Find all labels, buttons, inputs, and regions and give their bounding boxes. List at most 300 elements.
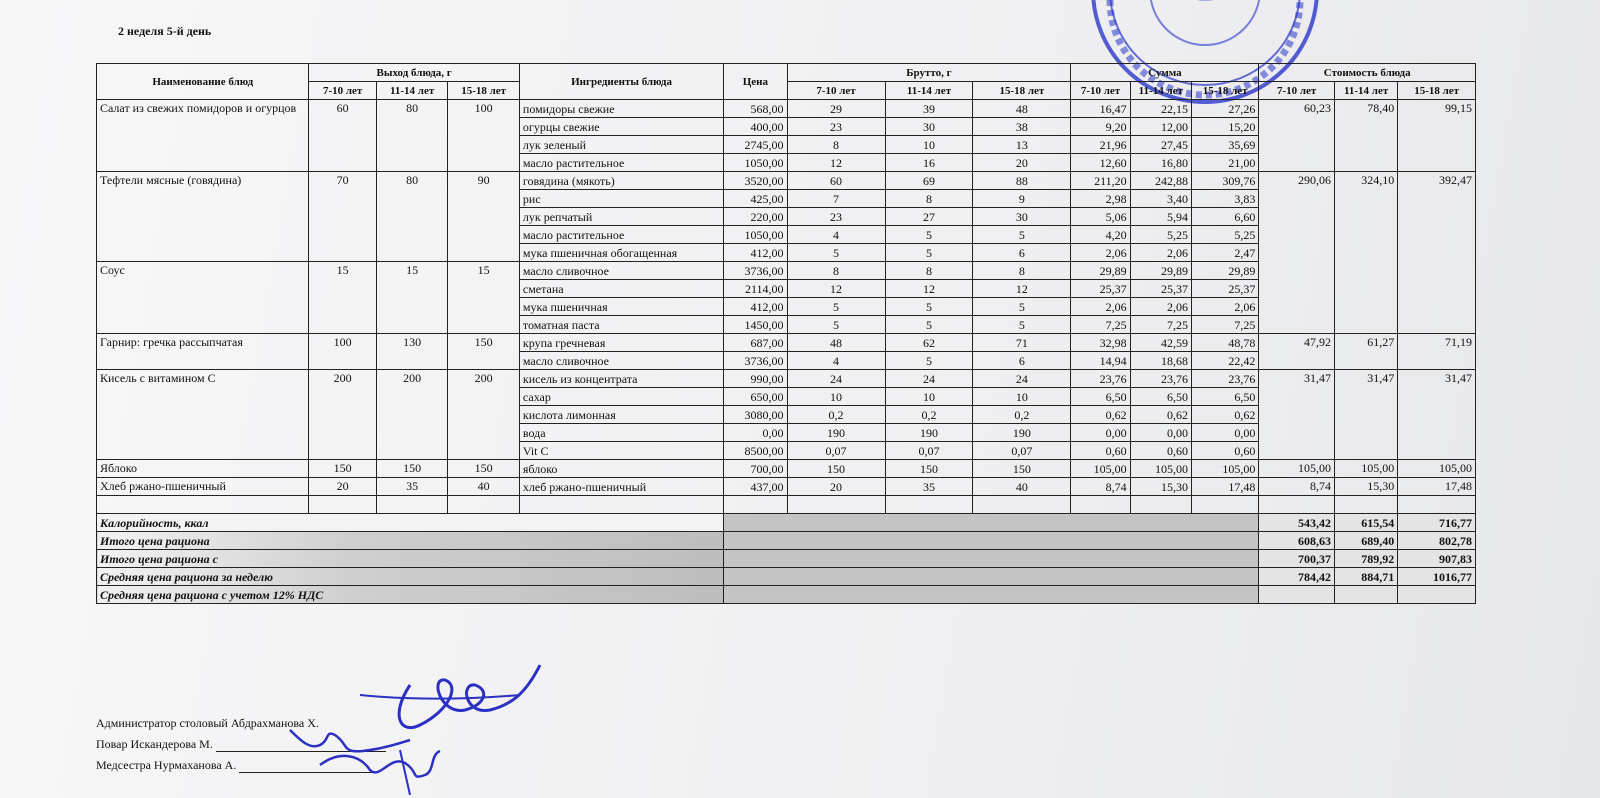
ingredient-name: рис [519, 190, 723, 208]
dish-yield: 200 [448, 370, 520, 460]
ingredient-brutto: 5 [973, 316, 1071, 334]
dish-name: Гарнир: гречка рассыпчатая [97, 334, 309, 370]
ingredient-sum: 2,98 [1071, 190, 1130, 208]
ingredient-sum: 15,20 [1191, 118, 1258, 136]
ingredient-brutto: 10 [885, 136, 973, 154]
ingredient-brutto: 190 [973, 424, 1071, 442]
summary-row [97, 586, 1476, 604]
menu-table [96, 63, 1476, 604]
ingredient-brutto: 6 [973, 352, 1071, 370]
ingredient-name: масло сливочное [519, 352, 723, 370]
ingredient-name: яблоко [519, 460, 723, 478]
empty-cell [448, 496, 520, 514]
dish-cost: 17,48 [1398, 478, 1476, 496]
header-age-group: 7-10 лет [309, 82, 376, 100]
header-age-group: 15-18 лет [1398, 82, 1476, 100]
dish-name: Кисель с витамином С [97, 370, 309, 460]
ingredient-brutto: 69 [885, 172, 973, 190]
ingredient-brutto: 30 [885, 118, 973, 136]
empty-cell [519, 496, 723, 514]
empty-cell [1191, 496, 1258, 514]
ingredient-sum: 105,00 [1191, 460, 1258, 478]
ingredient-brutto: 24 [787, 370, 885, 388]
summary-value: 543,42 [1259, 514, 1335, 532]
header-age-group: 15-18 лет [973, 82, 1071, 100]
ingredient-sum: 12,00 [1130, 118, 1191, 136]
ingredient-sum: 2,06 [1130, 244, 1191, 262]
dish-yield: 100 [309, 334, 376, 370]
signature-line-cook: Повар Искандерова М. [96, 737, 386, 752]
dish-name: Тефтели мясные (говядина) [97, 172, 309, 262]
ingredient-brutto: 5 [885, 316, 973, 334]
ingredient-sum: 7,25 [1071, 316, 1130, 334]
ingredient-brutto: 5 [787, 316, 885, 334]
table-row-empty [97, 496, 1476, 514]
ingredient-sum: 6,50 [1130, 388, 1191, 406]
dish-yield: 15 [376, 262, 448, 334]
summary-value: 789,92 [1334, 550, 1397, 568]
ingredient-brutto: 12 [787, 280, 885, 298]
empty-cell [1334, 496, 1397, 514]
dish-yield: 40 [448, 478, 520, 496]
ingredient-brutto: 5 [885, 352, 973, 370]
ingredient-sum: 35,69 [1191, 136, 1258, 154]
ingredient-sum: 0,62 [1071, 406, 1130, 424]
summary-row [97, 568, 1476, 586]
dish-yield: 80 [376, 100, 448, 172]
empty-cell [97, 496, 309, 514]
summary-value [1398, 586, 1476, 604]
ingredient-name: масло растительное [519, 154, 723, 172]
ingredient-brutto: 71 [973, 334, 1071, 352]
ingredient-price: 220,00 [724, 208, 787, 226]
ingredient-brutto: 48 [787, 334, 885, 352]
ingredient-sum: 21,96 [1071, 136, 1130, 154]
ingredient-sum: 27,26 [1191, 100, 1258, 118]
table-row [97, 334, 1476, 352]
ingredient-sum: 16,80 [1130, 154, 1191, 172]
dish-name: Салат из свежих помидоров и огурцов [97, 100, 309, 172]
dish-cost: 15,30 [1334, 478, 1397, 496]
summary-value: 884,71 [1334, 568, 1397, 586]
ingredient-sum: 23,76 [1130, 370, 1191, 388]
ingredient-name: крупа гречневая [519, 334, 723, 352]
ingredient-brutto: 88 [973, 172, 1071, 190]
ingredient-sum: 3,40 [1130, 190, 1191, 208]
dish-yield: 150 [448, 334, 520, 370]
ingredient-name: мука пшеничная обогащенная [519, 244, 723, 262]
ingredient-brutto: 27 [885, 208, 973, 226]
ingredient-brutto: 4 [787, 352, 885, 370]
ingredient-sum: 22,42 [1191, 352, 1258, 370]
ingredient-sum: 7,25 [1191, 316, 1258, 334]
ingredient-sum: 21,00 [1191, 154, 1258, 172]
ingredient-brutto: 23 [787, 208, 885, 226]
ingredient-name: сметана [519, 280, 723, 298]
ingredient-brutto: 0,07 [787, 442, 885, 460]
ingredient-sum: 15,30 [1130, 478, 1191, 496]
empty-cell [1398, 496, 1476, 514]
dish-yield: 150 [376, 460, 448, 478]
ingredient-name: хлеб ржано-пшеничный [519, 478, 723, 496]
header-age-group: 7-10 лет [787, 82, 885, 100]
signature-line-admin: Администратор столовый Абдрахманова Х. [96, 716, 319, 730]
ingredient-price: 3080,00 [724, 406, 787, 424]
table-row [97, 370, 1476, 388]
ingredient-price: 3736,00 [724, 262, 787, 280]
ingredient-brutto: 24 [973, 370, 1071, 388]
ingredient-name: кисель из концентрата [519, 370, 723, 388]
ingredient-price: 8500,00 [724, 442, 787, 460]
ingredient-sum: 4,20 [1071, 226, 1130, 244]
ingredient-brutto: 5 [973, 226, 1071, 244]
dish-yield: 100 [448, 100, 520, 172]
ingredient-sum: 8,74 [1071, 478, 1130, 496]
ingredient-sum: 0,60 [1071, 442, 1130, 460]
dish-yield: 15 [448, 262, 520, 334]
handwritten-signatures [260, 655, 560, 795]
dish-yield: 200 [309, 370, 376, 460]
ingredient-sum: 7,25 [1130, 316, 1191, 334]
ingredient-price: 2114,00 [724, 280, 787, 298]
ingredient-name: помидоры свежие [519, 100, 723, 118]
summary-label: Средняя цена рациона за неделю [97, 568, 724, 586]
dish-cost: 324,10 [1334, 172, 1397, 334]
summary-blank [724, 550, 1259, 568]
ingredient-brutto: 0,07 [885, 442, 973, 460]
ingredient-sum: 2,06 [1071, 298, 1130, 316]
ingredient-sum: 14,94 [1071, 352, 1130, 370]
ingredient-sum: 17,48 [1191, 478, 1258, 496]
ingredient-brutto: 12 [973, 280, 1071, 298]
summary-value: 907,83 [1398, 550, 1476, 568]
ingredient-sum: 6,50 [1071, 388, 1130, 406]
dish-cost: 31,47 [1398, 370, 1476, 460]
ingredient-brutto: 8 [787, 136, 885, 154]
ingredient-sum: 42,59 [1130, 334, 1191, 352]
ingredient-sum: 23,76 [1191, 370, 1258, 388]
dish-cost: 105,00 [1259, 460, 1335, 478]
summary-value: 700,37 [1259, 550, 1335, 568]
ingredient-brutto: 39 [885, 100, 973, 118]
ingredient-brutto: 40 [973, 478, 1071, 496]
ingredient-sum: 23,76 [1071, 370, 1130, 388]
dish-yield: 150 [448, 460, 520, 478]
dish-yield: 35 [376, 478, 448, 496]
summary-row [97, 514, 1476, 532]
ingredient-brutto: 5 [885, 244, 973, 262]
ingredient-brutto: 24 [885, 370, 973, 388]
header-cost: Стоимость блюда [1259, 64, 1476, 82]
ingredient-brutto: 10 [973, 388, 1071, 406]
ingredient-sum: 29,89 [1130, 262, 1191, 280]
empty-cell [1130, 496, 1191, 514]
ingredient-sum: 5,25 [1191, 226, 1258, 244]
dish-yield: 70 [309, 172, 376, 262]
summary-value: 716,77 [1398, 514, 1476, 532]
ingredient-sum: 29,89 [1191, 262, 1258, 280]
empty-cell [973, 496, 1071, 514]
table-row [97, 478, 1476, 496]
ingredient-brutto: 29 [787, 100, 885, 118]
ingredient-sum: 0,62 [1191, 406, 1258, 424]
header-age-group: 11-14 лет [885, 82, 973, 100]
empty-cell [1259, 496, 1335, 514]
dish-cost: 31,47 [1259, 370, 1335, 460]
ingredient-brutto: 16 [885, 154, 973, 172]
ingredient-name: говядина (мякоть) [519, 172, 723, 190]
ingredient-brutto: 23 [787, 118, 885, 136]
ingredient-sum: 25,37 [1191, 280, 1258, 298]
ingredient-sum: 48,78 [1191, 334, 1258, 352]
summary-value [1334, 586, 1397, 604]
header-age-group: 7-10 лет [1071, 82, 1130, 100]
empty-cell [787, 496, 885, 514]
ingredient-brutto: 0,2 [885, 406, 973, 424]
ingredient-sum: 0,62 [1130, 406, 1191, 424]
ingredient-sum: 18,68 [1130, 352, 1191, 370]
ingredient-sum: 5,94 [1130, 208, 1191, 226]
ingredient-price: 425,00 [724, 190, 787, 208]
ingredient-brutto: 10 [787, 388, 885, 406]
header-age-group: 11-14 лет [1130, 82, 1191, 100]
ingredient-name: кислота лимонная [519, 406, 723, 424]
header-dish-name: Наименование блюд [97, 64, 309, 100]
ingredient-name: Vit C [519, 442, 723, 460]
dish-cost: 105,00 [1334, 460, 1397, 478]
empty-cell [885, 496, 973, 514]
dish-cost: 99,15 [1398, 100, 1476, 172]
header-price: Цена [724, 64, 787, 100]
ingredient-sum: 12,60 [1071, 154, 1130, 172]
ingredient-brutto: 5 [885, 298, 973, 316]
ingredient-sum: 105,00 [1130, 460, 1191, 478]
summary-blank [724, 514, 1259, 532]
ingredient-name: мука пшеничная [519, 298, 723, 316]
ingredient-name: масло сливочное [519, 262, 723, 280]
dish-yield: 200 [376, 370, 448, 460]
ingredient-brutto: 38 [973, 118, 1071, 136]
ingredient-brutto: 30 [973, 208, 1071, 226]
summary-value [1259, 586, 1335, 604]
dish-cost: 8,74 [1259, 478, 1335, 496]
ingredient-brutto: 5 [973, 298, 1071, 316]
header-age-group: 11-14 лет [1334, 82, 1397, 100]
page-title: 2 неделя 5-й день [118, 24, 212, 38]
summary-value: 784,42 [1259, 568, 1335, 586]
header-brutto: Брутто, г [787, 64, 1071, 82]
ingredient-brutto: 0,07 [973, 442, 1071, 460]
summary-label: Итого цена рациона [97, 532, 724, 550]
ingredient-price: 568,00 [724, 100, 787, 118]
ingredient-price: 400,00 [724, 118, 787, 136]
ingredient-brutto: 5 [787, 244, 885, 262]
ingredient-sum: 105,00 [1071, 460, 1130, 478]
ingredient-price: 412,00 [724, 298, 787, 316]
ingredient-sum: 0,60 [1130, 442, 1191, 460]
ingredient-price: 1050,00 [724, 226, 787, 244]
summary-value: 615,54 [1334, 514, 1397, 532]
header-sum: Сумма [1071, 64, 1259, 82]
ingredient-sum: 32,98 [1071, 334, 1130, 352]
ingredient-name: томатная паста [519, 316, 723, 334]
dish-yield: 150 [309, 460, 376, 478]
ingredient-name: лук зеленый [519, 136, 723, 154]
dish-yield: 20 [309, 478, 376, 496]
dish-cost: 105,00 [1398, 460, 1476, 478]
ingredient-price: 700,00 [724, 460, 787, 478]
ingredient-sum: 5,25 [1130, 226, 1191, 244]
ingredient-brutto: 5 [787, 298, 885, 316]
summary-row [97, 532, 1476, 550]
header-ingredients: Ингредиенты блюда [519, 64, 723, 100]
ingredient-sum: 0,60 [1191, 442, 1258, 460]
menu-body [97, 100, 1476, 604]
table-row [97, 460, 1476, 478]
summary-row [97, 550, 1476, 568]
ingredient-brutto: 8 [973, 262, 1071, 280]
ingredient-sum: 242,88 [1130, 172, 1191, 190]
summary-blank [724, 586, 1259, 604]
ingredient-brutto: 6 [973, 244, 1071, 262]
header-age-group: 15-18 лет [1191, 82, 1258, 100]
ingredient-brutto: 12 [787, 154, 885, 172]
dish-yield: 80 [376, 172, 448, 262]
dish-name: Хлеб ржано-пшеничный [97, 478, 309, 496]
ingredient-sum: 2,47 [1191, 244, 1258, 262]
ingredient-brutto: 62 [885, 334, 973, 352]
ingredient-brutto: 35 [885, 478, 973, 496]
empty-cell [309, 496, 376, 514]
ingredient-price: 990,00 [724, 370, 787, 388]
ingredient-brutto: 150 [885, 460, 973, 478]
dish-yield: 90 [448, 172, 520, 262]
ingredient-brutto: 190 [787, 424, 885, 442]
summary-label: Средняя цена рациона с учетом 12% НДС [97, 586, 724, 604]
dish-cost: 61,27 [1334, 334, 1397, 370]
ingredient-brutto: 10 [885, 388, 973, 406]
ingredient-name: лук репчатый [519, 208, 723, 226]
ingredient-name: масло растительное [519, 226, 723, 244]
ingredient-brutto: 13 [973, 136, 1071, 154]
summary-blank [724, 532, 1259, 550]
signature-line-nurse: Медсестра Нурмаханова А. [96, 758, 379, 773]
dish-name: Соус [97, 262, 309, 334]
dish-cost: 31,47 [1334, 370, 1397, 460]
ingredient-brutto: 0,2 [973, 406, 1071, 424]
ingredient-sum: 6,50 [1191, 388, 1258, 406]
ingredient-brutto: 8 [885, 190, 973, 208]
summary-label: Итого цена рациона с [97, 550, 724, 568]
ingredient-sum: 2,06 [1130, 298, 1191, 316]
ingredient-price: 412,00 [724, 244, 787, 262]
ingredient-brutto: 20 [787, 478, 885, 496]
ingredient-sum: 29,89 [1071, 262, 1130, 280]
summary-value: 802,78 [1398, 532, 1476, 550]
dish-cost: 47,92 [1259, 334, 1335, 370]
ingredient-price: 0,00 [724, 424, 787, 442]
ingredient-brutto: 190 [885, 424, 973, 442]
ingredient-price: 650,00 [724, 388, 787, 406]
ingredient-price: 437,00 [724, 478, 787, 496]
ingredient-sum: 9,20 [1071, 118, 1130, 136]
ingredient-name: сахар [519, 388, 723, 406]
ingredient-price: 687,00 [724, 334, 787, 352]
summary-value: 1016,77 [1398, 568, 1476, 586]
ingredient-brutto: 5 [885, 226, 973, 244]
ingredient-brutto: 48 [973, 100, 1071, 118]
dish-cost: 290,06 [1259, 172, 1335, 334]
ingredient-brutto: 4 [787, 226, 885, 244]
ingredient-price: 1050,00 [724, 154, 787, 172]
dish-cost: 392,47 [1398, 172, 1476, 334]
dish-yield: 15 [309, 262, 376, 334]
ingredient-sum: 3,83 [1191, 190, 1258, 208]
dish-cost: 60,23 [1259, 100, 1335, 172]
ingredient-brutto: 9 [973, 190, 1071, 208]
ingredient-sum: 27,45 [1130, 136, 1191, 154]
ingredient-sum: 309,76 [1191, 172, 1258, 190]
dish-yield: 60 [309, 100, 376, 172]
ingredient-brutto: 8 [787, 262, 885, 280]
dish-cost: 78,40 [1334, 100, 1397, 172]
ingredient-sum: 22,15 [1130, 100, 1191, 118]
dish-name: Яблоко [97, 460, 309, 478]
dish-cost: 71,19 [1398, 334, 1476, 370]
ingredient-sum: 211,20 [1071, 172, 1130, 190]
ingredient-name: вода [519, 424, 723, 442]
ingredient-sum: 2,06 [1071, 244, 1130, 262]
header-age-group: 7-10 лет [1259, 82, 1335, 100]
table-row [97, 172, 1476, 190]
ingredient-price: 3520,00 [724, 172, 787, 190]
ingredient-sum: 25,37 [1071, 280, 1130, 298]
ingredient-brutto: 20 [973, 154, 1071, 172]
summary-value: 608,63 [1259, 532, 1335, 550]
ingredient-name: огурцы свежие [519, 118, 723, 136]
empty-cell [724, 496, 787, 514]
ingredient-sum: 16,47 [1071, 100, 1130, 118]
ingredient-brutto: 60 [787, 172, 885, 190]
summary-label: Калорийность, ккал [97, 514, 724, 532]
ingredient-brutto: 8 [885, 262, 973, 280]
ingredient-brutto: 150 [973, 460, 1071, 478]
header-age-group: 15-18 лет [448, 82, 520, 100]
summary-value: 689,40 [1334, 532, 1397, 550]
ingredient-brutto: 0,2 [787, 406, 885, 424]
ingredient-sum: 0,00 [1071, 424, 1130, 442]
table-row [97, 100, 1476, 118]
summary-blank [724, 568, 1259, 586]
ingredient-sum: 0,00 [1191, 424, 1258, 442]
ingredient-sum: 6,60 [1191, 208, 1258, 226]
ingredient-price: 1450,00 [724, 316, 787, 334]
ingredient-sum: 0,00 [1130, 424, 1191, 442]
ingredient-brutto: 7 [787, 190, 885, 208]
empty-cell [1071, 496, 1130, 514]
dish-yield: 130 [376, 334, 448, 370]
empty-cell [376, 496, 448, 514]
ingredient-sum: 2,06 [1191, 298, 1258, 316]
ingredient-brutto: 12 [885, 280, 973, 298]
ingredient-sum: 25,37 [1130, 280, 1191, 298]
ingredient-price: 3736,00 [724, 352, 787, 370]
ingredient-sum: 5,06 [1071, 208, 1130, 226]
ingredient-brutto: 150 [787, 460, 885, 478]
header-age-group: 11-14 лет [376, 82, 448, 100]
header-yield: Выход блюда, г [309, 64, 519, 82]
ingredient-price: 2745,00 [724, 136, 787, 154]
